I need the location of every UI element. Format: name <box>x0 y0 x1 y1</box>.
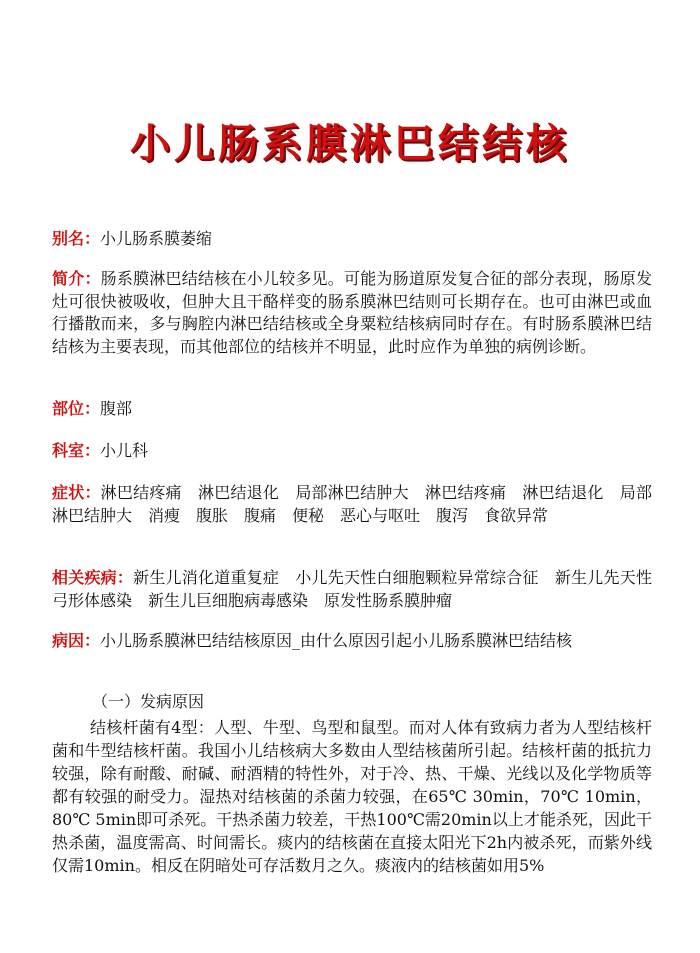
intro-label: 简介： <box>52 269 101 288</box>
cause-field <box>52 630 652 653</box>
alias-field <box>52 228 652 251</box>
related-diseases-field <box>52 567 652 612</box>
section-heading: （一）发病原因 <box>92 692 205 711</box>
department-value: 小儿科 <box>100 441 149 460</box>
cause-label: 病因： <box>52 631 101 650</box>
intro-value: 肠系膜淋巴结结核在小儿较多见。可能为肠道原发复合征的部分表现，肠原发灶可很快被吸收，但肿大且干酪样变的肠系膜淋巴结则可长期存在。也可由淋巴或血行播散而来，多与胸腔内淋巴结结核或全身粟粒结核病同时存在。有时肠系膜淋巴结结核为主要表现，而其他部位的结核并不明显，此时应作为单独的病例诊断。 <box>52 269 652 356</box>
department-field <box>52 440 652 463</box>
location-field <box>52 398 652 421</box>
symptoms-value: 淋巴结疼痛 淋巴结退化 局部淋巴结肿大 淋巴结疼痛 淋巴结退化 局部淋巴结肿大 消瘦 腹胀 腹痛 便秘 恶心与呕吐 腹泻 食欲异常 <box>52 483 652 525</box>
alias-value: 小儿肠系膜萎缩 <box>100 229 213 248</box>
department-label: 科室： <box>52 441 101 460</box>
related-diseases-value: 新生儿消化道重复症 小儿先天性白细胞颗粒异常综合征 新生儿先天性弓形体感染 新生儿巨细胞病毒感染 原发性肠系膜肿瘤 <box>52 568 652 610</box>
location-value: 腹部 <box>100 399 133 418</box>
location-label: 部位： <box>52 399 101 418</box>
related-diseases-label: 相关疾病： <box>52 568 134 587</box>
page-title: 小儿肠系膜淋巴结结核 <box>130 121 570 167</box>
intro-field <box>52 268 652 358</box>
section-paragraph: 结核杆菌有4型：人型、牛型、鸟型和鼠型。而对人体有致病力者为人型结核杆菌和牛型结核杆菌。我国小儿结核病大多数由人型结核菌所引起。结核杆菌的抵抗力较强，除有耐酸、耐碱、耐酒精的特性外，对于冷、热、干燥、光线以及化学物质等都有较强的耐受力。湿热对结核菌的杀菌力较强，在65℃ 30min，70℃ 10min，80℃ 5min即可杀死。干热杀菌力较差，干热100℃需20min以上才能杀死，因此干热杀菌，温度需高、时间需长。痰内的结核菌在直接太阳光下2h内被杀死，而紫外线仅需10min。相反在阴暗处可存活数月之久。痰液内的结核菌如用5% <box>52 718 652 875</box>
symptoms-field <box>52 482 652 527</box>
alias-label: 别名： <box>52 229 101 248</box>
cause-value: 小儿肠系膜淋巴结结核原因_由什么原因引起小儿肠系膜淋巴结结核 <box>100 631 573 650</box>
symptoms-label: 症状： <box>52 483 101 502</box>
